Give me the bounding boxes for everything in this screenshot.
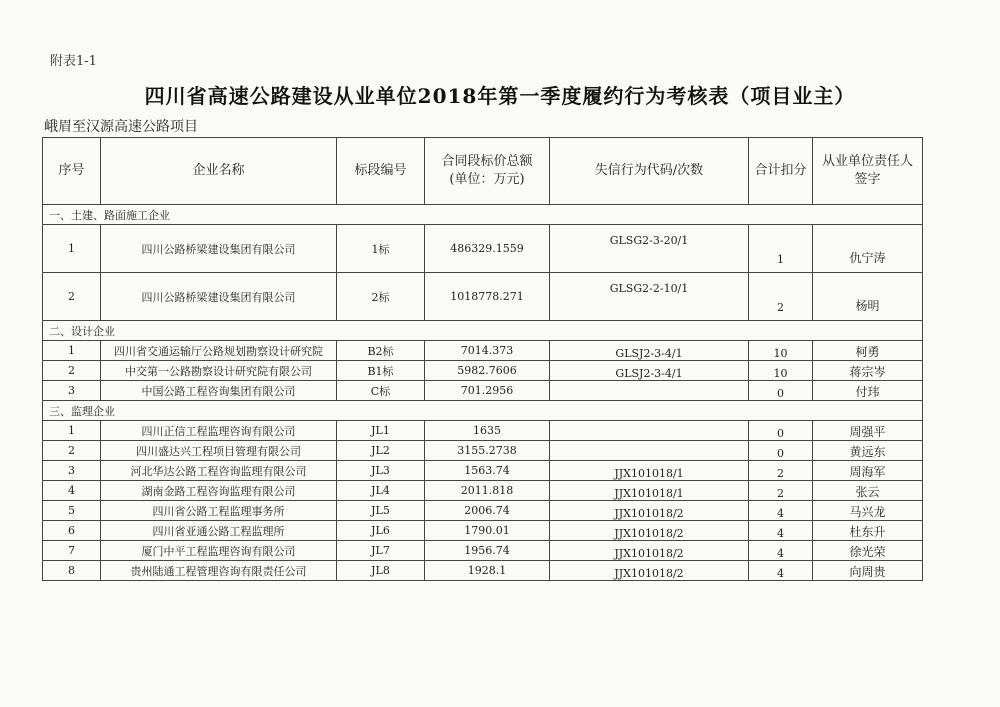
cell-deduction: 4 [749,521,813,541]
cell-sign: 杜东升 [813,521,923,541]
cell-sign: 蒋宗岑 [813,361,923,381]
cell-section: JL7 [337,541,425,561]
cell-seq: 3 [43,461,101,481]
cell-code [550,421,749,441]
cell-sign: 黄远东 [813,441,923,461]
cell-company: 四川省亚通公路工程监理所 [101,521,337,541]
cell-deduction: 2 [749,481,813,501]
table-body [43,205,923,581]
header-seq: 序号 [43,138,101,205]
cell-section: B1标 [337,361,425,381]
cell-sign: 马兴龙 [813,501,923,521]
cell-company: 中交第一公路勘察设计研究院有限公司 [101,361,337,381]
header-sign-line1: 从业单位责任人 [821,154,913,169]
cell-code [550,381,749,401]
header-sign-line2: 签字 [854,172,881,187]
cell-code: GLSG2-3-20/1 [550,225,749,273]
cell-section: JL1 [337,421,425,441]
cell-sign: 周强平 [813,421,923,441]
table-row [43,273,923,321]
cell-section: JL4 [337,481,425,501]
cell-seq: 4 [43,481,101,501]
cell-company: 厦门中平工程监理咨询有限公司 [101,541,337,561]
table-row [43,381,923,401]
table-row [43,481,923,501]
header-sign [813,138,923,205]
cell-price: 1018778.271 [425,273,550,321]
cell-sign: 柯勇 [813,341,923,361]
cell-company: 中国公路工程咨询集团有限公司 [101,381,337,401]
cell-deduction: 2 [749,461,813,481]
cell-price: 701.2956 [425,381,550,401]
cell-price: 2011.818 [425,481,550,501]
section-heading-row [43,321,923,341]
header-price [425,138,550,205]
cell-seq: 6 [43,521,101,541]
table-row [43,521,923,541]
header-deduction: 合计扣分 [749,138,813,205]
table-row [43,341,923,361]
project-name: 峨眉至汉源高速公路项目 [44,119,198,135]
cell-price: 1635 [425,421,550,441]
cell-seq: 2 [43,361,101,381]
cell-company: 四川公路桥梁建设集团有限公司 [101,273,337,321]
cell-code: GLSJ2-3-4/1 [550,361,749,381]
cell-section: JL2 [337,441,425,461]
cell-code: JJX101018/2 [550,561,749,581]
cell-company: 贵州陆通工程管理咨询有限责任公司 [101,561,337,581]
cell-seq: 1 [43,341,101,361]
cell-code: JJX101018/2 [550,521,749,541]
table-row [43,441,923,461]
cell-price: 2006.74 [425,501,550,521]
cell-price: 3155.2738 [425,441,550,461]
cell-company: 四川省交通运输厅公路规划勘察设计研究院 [101,341,337,361]
cell-code: JJX101018/2 [550,501,749,521]
cell-price: 5982.7606 [425,361,550,381]
section-heading-row [43,401,923,421]
table-row [43,361,923,381]
cell-section: 1标 [337,225,425,273]
section-heading-row [43,205,923,225]
cell-price: 7014.373 [425,341,550,361]
cell-company: 湖南金路工程咨询监理有限公司 [101,481,337,501]
header-section: 标段编号 [337,138,425,205]
table-row [43,421,923,441]
cell-sign: 付玮 [813,381,923,401]
cell-seq: 8 [43,561,101,581]
cell-company: 四川省公路工程监理事务所 [101,501,337,521]
cell-price: 1956.74 [425,541,550,561]
cell-code: JJX101018/1 [550,461,749,481]
cell-sign: 向周贵 [813,561,923,581]
cell-seq: 3 [43,381,101,401]
cell-seq: 1 [43,421,101,441]
cell-sign: 周海军 [813,461,923,481]
header-price-line2: (单位：万元) [449,172,525,187]
cell-code: GLSG2-2-10/1 [550,273,749,321]
cell-price: 1563.74 [425,461,550,481]
section-heading: 一、土建、路面施工企业 [43,205,923,225]
cell-price: 486329.1559 [425,225,550,273]
cell-company: 四川盛达兴工程项目管理有限公司 [101,441,337,461]
cell-seq: 2 [43,441,101,461]
cell-company: 四川公路桥梁建设集团有限公司 [101,225,337,273]
cell-seq: 7 [43,541,101,561]
assessment-table [42,137,923,581]
cell-section: 2标 [337,273,425,321]
header-code: 失信行为代码/次数 [550,138,749,205]
cell-seq: 1 [43,225,101,273]
cell-deduction: 2 [749,273,813,321]
cell-price: 1790.01 [425,521,550,541]
cell-price: 1928.1 [425,561,550,581]
section-heading: 二、设计企业 [43,321,923,341]
header-price-line1: 合同段标价总额 [441,154,533,169]
cell-section: JL5 [337,501,425,521]
cell-sign: 徐光荣 [813,541,923,561]
table-row [43,501,923,521]
cell-sign: 仇宁涛 [813,225,923,273]
cell-company: 河北华达公路工程咨询监理有限公司 [101,461,337,481]
table-header-row [43,138,923,205]
cell-deduction: 1 [749,225,813,273]
document-title: 四川省高速公路建设从业单位2018年第一季度履约行为考核表（项目业主） [144,84,856,108]
cell-deduction: 4 [749,541,813,561]
cell-section: JL6 [337,521,425,541]
cell-sign: 杨明 [813,273,923,321]
cell-company: 四川正信工程监理咨询有限公司 [101,421,337,441]
cell-section: C标 [337,381,425,401]
table-row [43,461,923,481]
header-company: 企业名称 [101,138,337,205]
cell-code: JJX101018/2 [550,541,749,561]
cell-deduction: 10 [749,361,813,381]
table-row [43,225,923,273]
cell-sign: 张云 [813,481,923,501]
attachment-label: 附表1-1 [50,54,97,69]
cell-deduction: 0 [749,381,813,401]
cell-code: JJX101018/1 [550,481,749,501]
cell-seq: 2 [43,273,101,321]
cell-deduction: 4 [749,561,813,581]
cell-deduction: 4 [749,501,813,521]
cell-seq: 5 [43,501,101,521]
cell-section: JL8 [337,561,425,581]
cell-code [550,441,749,461]
cell-deduction: 0 [749,421,813,441]
cell-deduction: 10 [749,341,813,361]
section-heading: 三、监理企业 [43,401,923,421]
cell-section: B2标 [337,341,425,361]
table-row [43,541,923,561]
cell-deduction: 0 [749,441,813,461]
cell-section: JL3 [337,461,425,481]
cell-code: GLSJ2-3-4/1 [550,341,749,361]
table-row [43,561,923,581]
